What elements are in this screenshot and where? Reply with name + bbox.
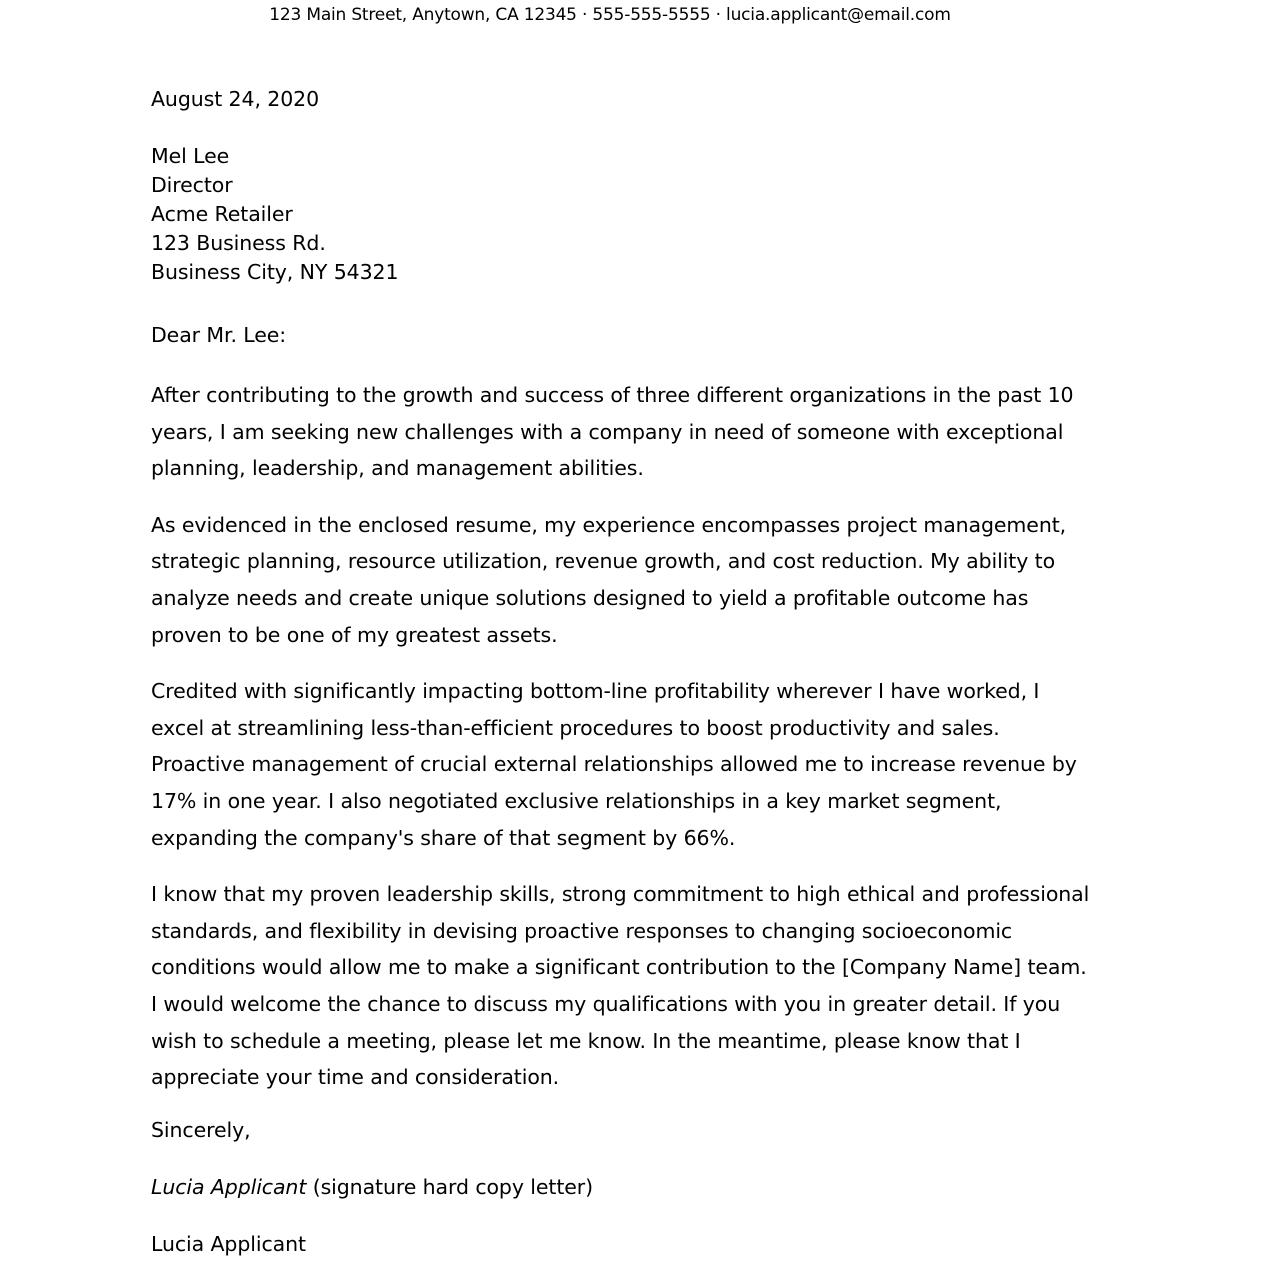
typed-name: Lucia Applicant xyxy=(151,1231,306,1256)
recipient-title: Director xyxy=(151,173,233,197)
body-paragraph-1: After contributing to the growth and success of three different organizations in the past 10 years, I am seeking new challenges with a company in need of someone with exceptional planning, leadership, and management abilities. xyxy=(151,383,1074,481)
body-paragraph-4: I know that my proven leadership skills, strong commitment to high ethical and professional standards, and flexibility in devising proactive responses to changing socioeconomic conditions would allow me to make a significant contribution to the [Company Name] team. I would welcome the chance to discuss my qualifications with you in greater detail. If you wish to schedule a meeting, please let me know. In the meantime, please know that I appreciate your time and consideration. xyxy=(151,882,1090,1090)
recipient-address-block xyxy=(151,142,1091,287)
recipient-city-state-zip: Business City, NY 54321 xyxy=(151,260,399,284)
recipient-company: Acme Retailer xyxy=(151,202,293,226)
letter-date: August 24, 2020 xyxy=(151,87,320,111)
body-paragraph-3: Credited with significantly impacting bottom-line profitability wherever I have worked, I excel at streamlining less-than-efficient procedures to boost productivity and sales. Proactive management of crucial external relationships allowed me to increase revenue by 17% in one year. I also negotiated exclusive relationships in a key market segment, expanding the company's share of that segment by 66%. xyxy=(151,679,1077,850)
closing: Sincerely, xyxy=(151,1117,251,1142)
sender-contact-line: 123 Main Street, Anytown, CA 12345 · 555-555-5555 · lucia.applicant@email.com xyxy=(269,5,951,25)
recipient-street: 123 Business Rd. xyxy=(151,231,326,255)
salutation: Dear Mr. Lee: xyxy=(151,323,287,347)
letter-body xyxy=(151,85,1091,1259)
signature-name: Lucia Applicant xyxy=(151,1174,307,1199)
signature-note: (signature hard copy letter) xyxy=(312,1174,594,1199)
body-paragraph-2: As evidenced in the enclosed resume, my experience encompasses project management, strategic planning, resource utilization, revenue growth, and cost reduction. My ability to analyze needs and create unique solutions designed to yield a profitable outcome has proven to be one of my greatest assets. xyxy=(151,512,1067,647)
recipient-name: Mel Lee xyxy=(151,144,230,168)
signature-line xyxy=(151,1173,1091,1202)
